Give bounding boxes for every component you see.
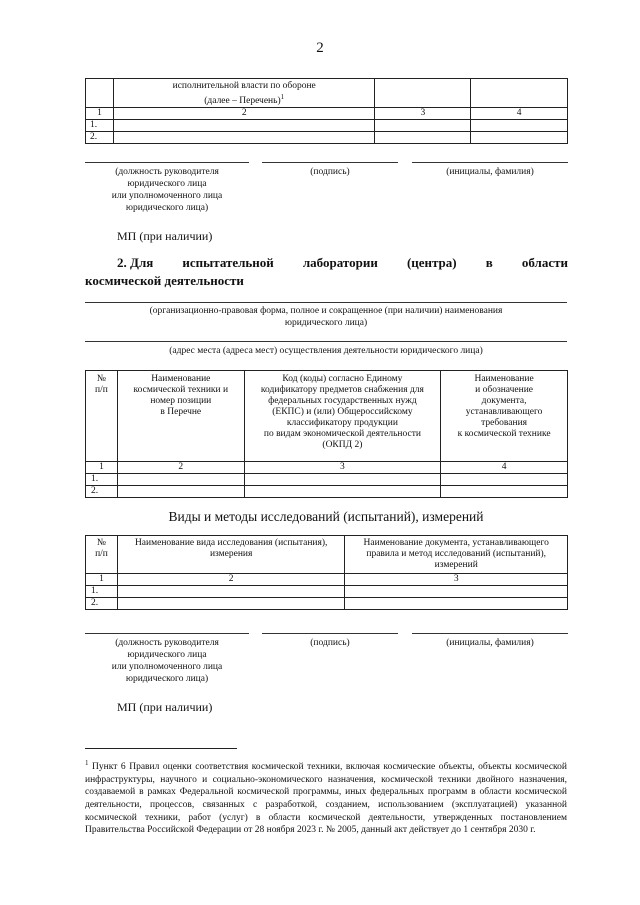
top-table-header-blank (375, 79, 471, 108)
org-name-caption: (организационно-правовая форма, полное и сокращенное (при наличии) наименования юридического лица) (149, 306, 503, 328)
row-number: 2. (86, 598, 118, 610)
table-row (86, 586, 568, 598)
signature-line-initials (412, 162, 568, 163)
row-number: 2. (86, 486, 118, 498)
col-number: 1 (86, 108, 114, 120)
row-number: 1. (86, 586, 118, 598)
table-row (86, 486, 568, 498)
col-number: 2 (117, 462, 244, 474)
table-cell (117, 486, 244, 498)
col-number: 3 (345, 574, 568, 586)
top-table (85, 78, 568, 144)
col-number: 2 (113, 108, 375, 120)
col-number: 3 (244, 462, 441, 474)
header-cell: Наименование вида исследования (испытания), измерения (117, 536, 344, 574)
header-cell: Наименование космической техники и номер позиции в Перечне (117, 371, 244, 462)
table-cell (375, 132, 471, 144)
signature-line-position (85, 162, 249, 163)
col-number: 1 (86, 574, 118, 586)
table-cell (244, 474, 441, 486)
table-cell (345, 586, 568, 598)
col-number: 4 (471, 108, 568, 120)
table-cell (113, 132, 375, 144)
top-table-header-blank (86, 79, 114, 108)
signature-line-initials (412, 633, 568, 634)
table-cell (375, 120, 471, 132)
space-tech-table (85, 370, 568, 498)
section2-heading-line2: космической деятельности (85, 273, 244, 288)
methods-title: Виды и методы исследований (испытаний), измерений (168, 509, 484, 524)
table-cell (441, 474, 568, 486)
initials-caption: (инициалы, фамилия) (446, 167, 534, 177)
top-table-header-line1: исполнительной власти по обороне (172, 81, 316, 91)
header-cell: Наименование и обозначение документа, устанавливающего требования к космической технике (441, 371, 568, 462)
signature-caption: (подпись) (310, 638, 350, 648)
top-table-header-line2: (далее – Перечень)$^1$ (204, 93, 285, 107)
col-number: 1 (86, 462, 118, 474)
table-row (86, 598, 568, 610)
stamp-note: МП (при наличии) (117, 229, 213, 243)
top-table-header-blank (471, 79, 568, 108)
header-cell: № п/п (86, 371, 118, 462)
page-number: 2 (316, 40, 324, 56)
table-row (86, 474, 568, 486)
table-cell (345, 598, 568, 610)
address-caption: (адрес места (адреса мест) осуществления деятельности юридического лица) (169, 346, 483, 356)
footnote-text: Пункт 6 Правил оценки соответствия космической техники, включая космические объекты, объекты космической инфраструктуры, научного и социально-экономического назначения, космической техники двойного назначения, создаваемой в рамках Федеральной космической программы, иных федеральных программ в области космической деятельности, процессов, связанных с разработкой, созданием, использованием (эксплуатацией) указанной космической техники, работ (услуг) в области космической деятельности, утвержденных постановлением Правительства Российской Федерации от 28 ноября 2023 г. № 2005, данный акт действует до 1 сентября 2030 г. (85, 762, 567, 836)
table-cell (113, 120, 375, 132)
row-number: 1. (86, 120, 114, 132)
stamp-note: МП (при наличии) (117, 700, 213, 714)
table-cell (117, 586, 344, 598)
signature-line-sign (262, 162, 398, 163)
table-cell (471, 120, 568, 132)
footnote (85, 757, 567, 837)
row-number: 1. (86, 474, 118, 486)
col-number: 2 (117, 574, 344, 586)
signature-line-position (85, 633, 249, 634)
table-cell (244, 486, 441, 498)
signature-line-sign (262, 633, 398, 634)
top-table-header-cell (113, 79, 375, 108)
initials-caption: (инициалы, фамилия) (446, 638, 534, 648)
footnote-mark: 1 (85, 759, 89, 767)
col-number: 4 (441, 462, 568, 474)
col-number: 3 (375, 108, 471, 120)
position-caption: (должность руководителя юридического лица или уполномоченного лица юридического лица) (111, 638, 223, 684)
row-number: 2. (86, 132, 114, 144)
table-cell (441, 486, 568, 498)
table-cell (471, 132, 568, 144)
position-caption: (должность руководителя юридического лица или уполномоченного лица юридического лица) (111, 167, 223, 213)
header-cell: № п/п (86, 536, 118, 574)
table-cell (117, 474, 244, 486)
section2-heading: 2. Для испытательной лаборатории (центра) в области (117, 255, 568, 270)
table-row (86, 132, 568, 144)
methods-table (85, 535, 568, 610)
signature-caption: (подпись) (310, 167, 350, 177)
header-cell: Наименование документа, устанавливающего правила и метод исследований (испытаний), измерений (345, 536, 568, 574)
table-cell (117, 598, 344, 610)
address-line (85, 341, 567, 342)
table-row (86, 120, 568, 132)
footnote-divider (85, 748, 237, 749)
header-cell: Код (коды) согласно Единому кодификатору предметов снабжения для федеральных государственных нужд (ЕКПС) и (или) Общероссийскому классификатору продукции по видам экономической деятельности (ОКПД 2) (244, 371, 441, 462)
org-name-line (85, 302, 567, 303)
